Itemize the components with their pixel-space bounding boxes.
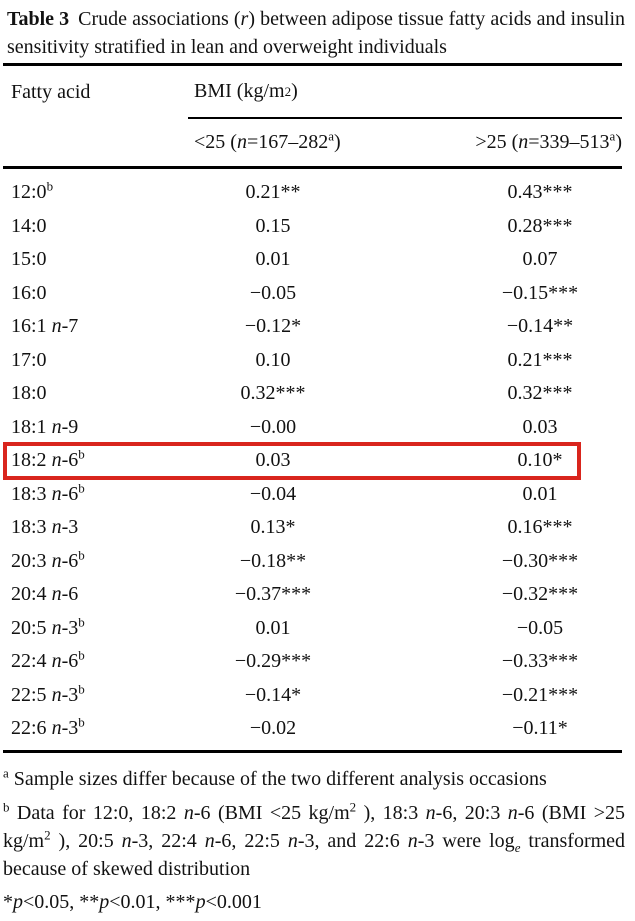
fatty-acid-cell: 17:0 — [11, 348, 47, 371]
table-title: Table 3 Crude associations (r) between adipose tissue fatty acids and insulin sensitivity stratified in lean and overweight individuals — [7, 8, 625, 58]
results-table — [3, 63, 622, 753]
table-row — [3, 679, 622, 713]
table-row — [3, 310, 622, 344]
column-subheader-lean: <25 $(n=167-282^a)$ — [194, 128, 341, 153]
fatty-acid-cell: 18:3 n-6$^b$ — [11, 480, 85, 505]
significance-note: *p<0.05, **p<0.01, ***p<0.001 — [3, 890, 262, 913]
r-value-overweight-cell: 0.07 — [522, 248, 558, 271]
table-header-row-2 — [3, 119, 622, 169]
r-value-lean-cell: 0.21** — [245, 181, 301, 204]
r-value-overweight-cell: −0.21*** — [501, 683, 579, 706]
r-value-overweight-cell: 0.01 — [522, 482, 558, 505]
r-value-lean-cell: −0.12* — [244, 315, 302, 338]
r-value-overweight-cell: 0.21*** — [507, 348, 573, 371]
r-value-overweight-cell: 0.43*** — [507, 181, 573, 204]
r-value-overweight-cell: 0.03 — [522, 415, 558, 438]
fatty-acid-cell: 22:5 n-3$^b$ — [11, 681, 85, 706]
r-value-overweight-cell: −0.11* — [512, 717, 568, 740]
table-row — [3, 712, 622, 746]
table-row — [3, 645, 622, 679]
table-row — [3, 511, 622, 545]
fatty-acid-cell: 22:4 n-6$^b$ — [11, 647, 85, 673]
table-body — [3, 169, 622, 753]
column-subheader-overweight: >25 $(n=339-513^a)$ — [475, 128, 622, 153]
table-row — [3, 243, 622, 277]
table-row — [3, 411, 622, 445]
r-value-overweight-cell: −0.14** — [506, 315, 574, 338]
r-value-lean-cell: −0.37*** — [234, 583, 312, 606]
table-row — [3, 344, 622, 378]
r-value-lean-cell: 0.15 — [255, 214, 291, 237]
r-value-lean-cell: −0.18** — [239, 549, 307, 572]
r-value-lean-cell: −0.14* — [244, 683, 302, 706]
fatty-acid-cell: 18:1 n-9 — [11, 415, 79, 438]
r-value-overweight-cell: −0.30*** — [501, 549, 579, 572]
fatty-acid-cell: 15:0 — [11, 248, 47, 271]
r-value-lean-cell: 0.32*** — [240, 382, 306, 405]
r-value-lean-cell: −0.29*** — [234, 650, 312, 673]
r-value-overweight-cell: 0.32*** — [507, 382, 573, 405]
table-row — [3, 444, 622, 478]
r-value-lean-cell: 0.01 — [255, 248, 291, 271]
fatty-acid-cell: 22:6 n-3$^b$ — [11, 714, 85, 740]
r-value-overweight-cell: −0.32*** — [501, 583, 579, 606]
fatty-acid-cell: 16:1 n-7 — [11, 315, 79, 338]
table-row — [3, 176, 622, 210]
column-header-fatty-acid: Fatty acid — [11, 81, 91, 103]
footnote-a: $^a$ Sample sizes differ because of the two different analysis occasions — [3, 764, 547, 790]
table-row — [3, 210, 622, 244]
r-value-lean-cell: −0.02 — [249, 717, 297, 740]
fatty-acid-cell: 12:0$^b$ — [11, 178, 54, 204]
table-row — [3, 277, 622, 311]
paper-table-page — [3, 0, 625, 916]
r-value-overweight-cell: 0.16*** — [507, 516, 573, 539]
fatty-acid-cell: 20:4 n-6 — [11, 583, 79, 606]
r-value-lean-cell: 0.10 — [255, 348, 291, 371]
fatty-acid-cell: 14:0 — [11, 214, 47, 237]
table-row — [3, 478, 622, 512]
r-value-lean-cell: 0.03 — [255, 449, 291, 472]
r-value-overweight-cell: −0.05 — [516, 616, 564, 639]
fatty-acid-cell: 18:3 n-3 — [11, 516, 79, 539]
table-row — [3, 377, 622, 411]
r-value-lean-cell: 0.13* — [250, 516, 296, 539]
table-header-row-1 — [3, 66, 622, 119]
fatty-acid-cell: 20:5 n-3$^b$ — [11, 614, 85, 639]
footnote-b: $^b$ Data for 12:0, 18:2 n-6 (BMI <25 $kg/m^2$ ), 18:3 n-6, 20:3 n-6 (BMI >25 $kg/m^2$ ), 20:5 n-3, 22:4 n-6, 22:5 n-3, and 22:6 n-3 were $\log_e$ transformed because of skewed distribution — [3, 798, 626, 880]
table-row — [3, 545, 622, 579]
fatty-acid-cell: 18:2 n-6$^b$ — [11, 446, 85, 472]
fatty-acid-cell: 16:0 — [11, 281, 47, 304]
r-value-overweight-cell: 0.28*** — [507, 214, 573, 237]
table-row — [3, 578, 622, 612]
table-row — [3, 612, 622, 646]
r-value-overweight-cell: −0.15*** — [501, 281, 579, 304]
r-value-overweight-cell: 0.10* — [517, 449, 563, 472]
r-value-lean-cell: 0.01 — [255, 616, 291, 639]
r-value-overweight-cell: −0.33*** — [501, 650, 579, 673]
r-value-lean-cell: −0.00 — [249, 415, 297, 438]
r-value-lean-cell: −0.05 — [249, 281, 297, 304]
r-value-lean-cell: −0.04 — [249, 482, 297, 505]
column-header-bmi-group: BMI (kg/m 2 ) — [188, 66, 622, 119]
fatty-acid-cell: 18:0 — [11, 382, 47, 405]
fatty-acid-cell: 20:3 n-6$^b$ — [11, 547, 85, 572]
